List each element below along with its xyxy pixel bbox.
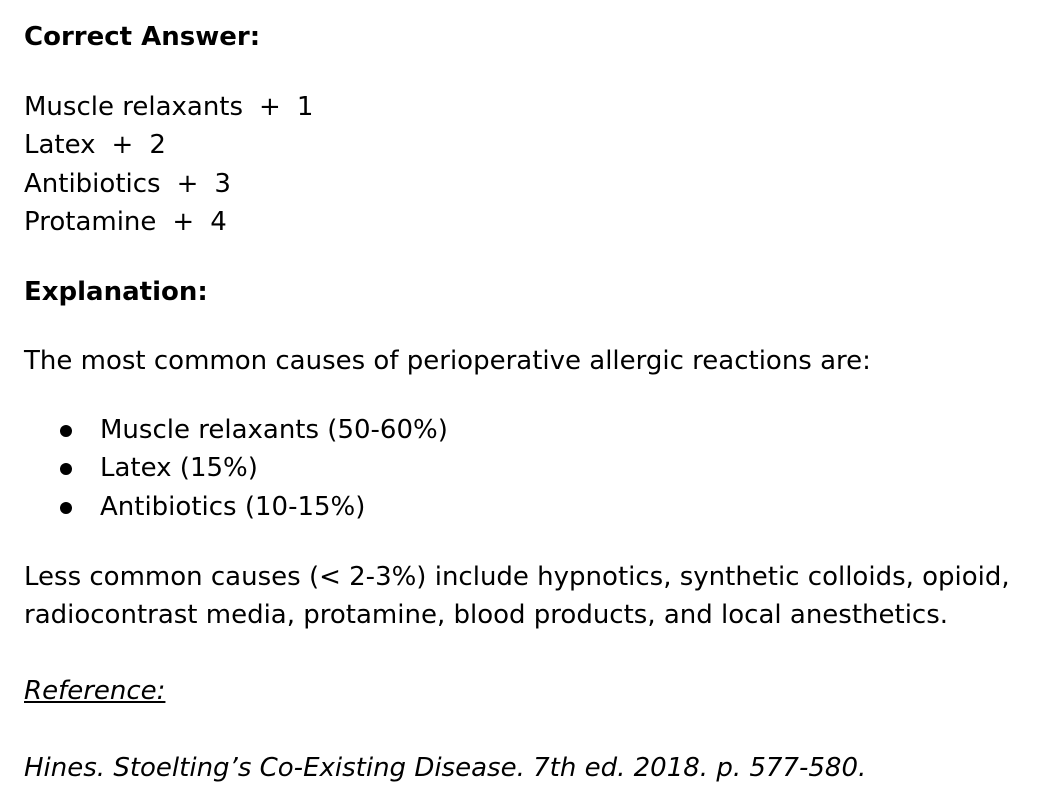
answer-item: Latex [24, 130, 96, 161]
list-item [24, 449, 448, 487]
plus-sign: + [172, 206, 195, 237]
bullet-icon [60, 463, 72, 475]
answer-row [24, 203, 313, 241]
answer-row [24, 126, 313, 164]
bullet-icon [60, 425, 72, 437]
plus-sign: + [111, 130, 134, 161]
answer-row [24, 88, 313, 126]
answer-item: Protamine [24, 206, 157, 237]
reference-citation: Hines. Stoelting’s Co-Existing Disease. 7th ed. 2018. p. 577-580. [24, 753, 867, 783]
answer-rank: 4 [210, 206, 227, 237]
explanation-intro: The most common causes of perioperative allergic reactions are: [24, 346, 871, 376]
explanation-heading: Explanation: [24, 277, 208, 307]
answer-rank: 1 [296, 92, 314, 122]
answer-rank: 2 [149, 130, 166, 161]
list-item [24, 411, 448, 449]
answer-rank: 3 [214, 168, 231, 199]
answer-list [24, 88, 313, 241]
less-common-causes: Less common causes (< 2-3%) include hypnotics, synthetic colloids, opioid, radiocontrast media, protamine, blood products, and local anesthetics. [24, 562, 1010, 630]
list-item-text: Latex (15%) [100, 453, 258, 484]
answer-item: Muscle relaxants [24, 92, 244, 122]
plus-sign: + [176, 168, 199, 199]
common-causes-list [24, 411, 448, 526]
plus-sign: + [259, 92, 281, 122]
bullet-icon [60, 502, 72, 514]
list-item-text: Antibiotics (10-15%) [100, 491, 366, 522]
answer-item: Antibiotics [24, 168, 161, 199]
reference-label: Reference: [24, 676, 166, 706]
answer-row [24, 165, 313, 203]
list-item-text: Muscle relaxants (50-60%) [100, 415, 448, 445]
correct-answer-heading: Correct Answer: [24, 22, 261, 52]
list-item [24, 488, 448, 526]
